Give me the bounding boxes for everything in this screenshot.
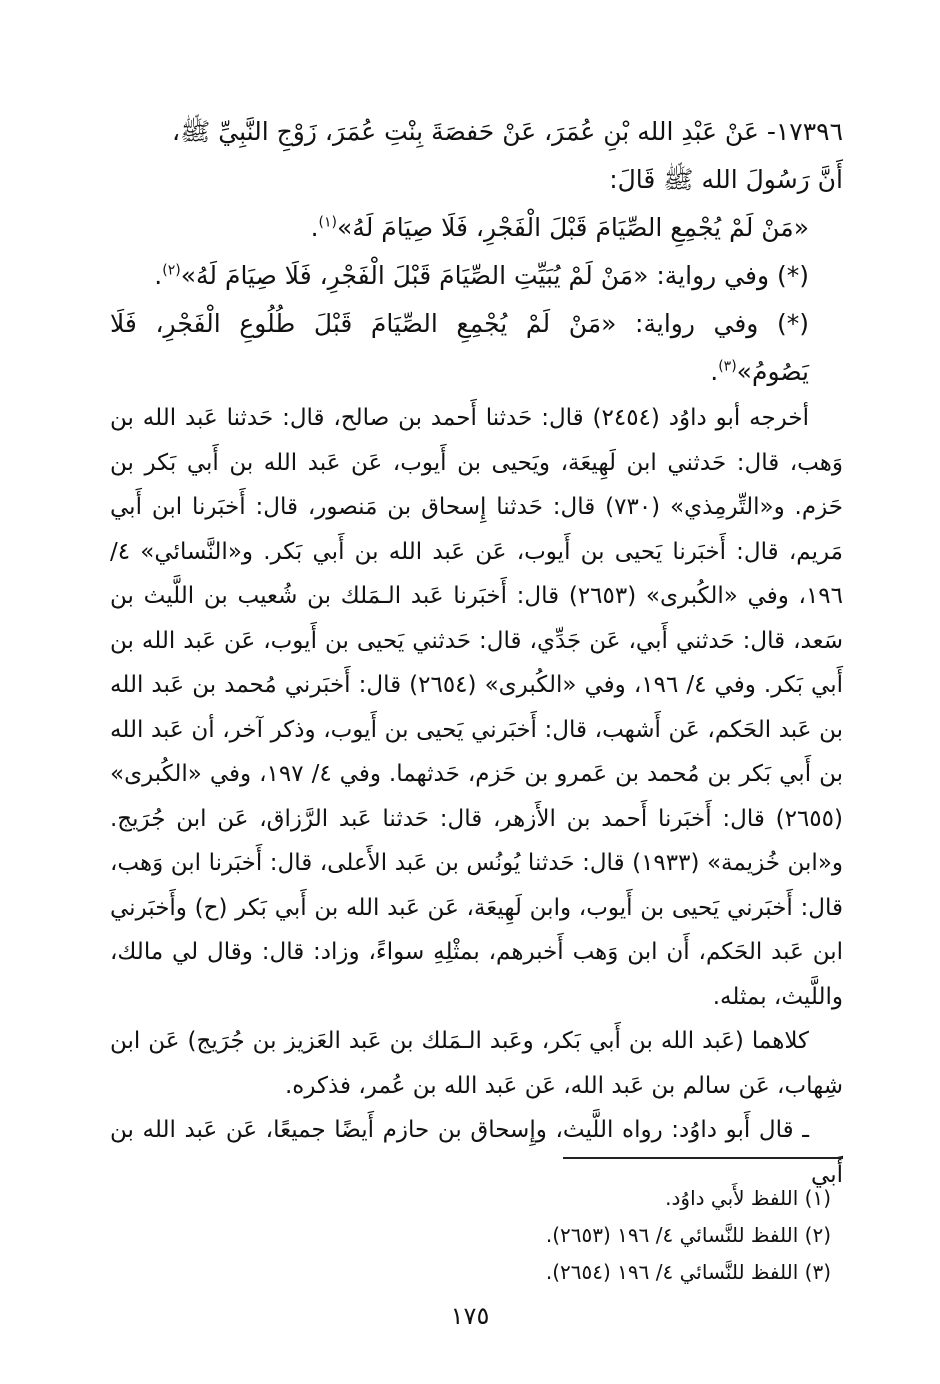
footnote-separator xyxy=(563,1157,843,1159)
footnote-2: (٢) اللفظ للنَّسائي ٤/ ١٩٦ (٢٦٥٣). xyxy=(545,1223,831,1247)
footnote-ref-2: (٢) xyxy=(162,262,181,279)
hadith-header xyxy=(110,108,843,204)
takhrij-paragraph-2: كلاهما (عَبد الله بن أَبي بَكر، وعَبد الـمَلك بن عَبد العَزيز بن جُرَيج) عَن ابن شِهاب، عَن سالم بن عَبد الله، عَن عَبد الله بن عُمر، فذكره. xyxy=(110,1028,843,1099)
riwaya-1-text: (*) وفي رواية: «مَنْ لَمْ يُبَيِّتِ الصِّيَامَ قَبْلَ الْفَجْرِ، فَلَا صِيَامَ لَهُ» xyxy=(180,261,809,290)
main-text xyxy=(110,108,843,1197)
riwaya-2 xyxy=(110,300,843,396)
matn-end: . xyxy=(310,213,319,242)
hadith-number: ١٧٣٩٦ xyxy=(775,117,843,146)
footnotes xyxy=(110,1180,843,1291)
riwaya-2-text: (*) وفي رواية: «مَنْ لَمْ يُجْمِعِ الصِّيَامَ قَبْلَ طُلُوعِ الْفَجْرِ، فَلَا يَصُومُ» xyxy=(110,309,809,386)
riwaya-2-end: . xyxy=(710,357,719,386)
hadith-chain-line2: أَنَّ رَسُولَ الله ﷺ قَالَ: xyxy=(609,165,843,194)
footnote-ref-1: (١) xyxy=(318,214,338,231)
takhrij-paragraph-3: ـ قال أَبو داوُد: رواه اللَّيث، وإِسحاق بن حازم أَيضًا جميعًا، عَن عَبد الله بن أَبي xyxy=(110,1117,843,1188)
footnote-3: (٣) اللفظ للنَّسائي ٤/ ١٩٦ (٢٦٥٤). xyxy=(545,1260,831,1284)
matn-text: «مَنْ لَمْ يُجْمِعِ الصِّيَامَ قَبْلَ الْفَجْرِ، فَلَا صِيَامَ لَهُ» xyxy=(337,213,809,242)
hadith-matn xyxy=(110,204,843,252)
footnote-1: (١) اللفظ لأَبي داوُد. xyxy=(665,1186,831,1210)
takhrij-paragraph-1: أخرجه أبو داوُد (٢٤٥٤) قال: حَدثنا أَحمد بن صالح، قال: حَدثنا عَبد الله بن وَهب، قال: حَدثني ابن لَهِيعَة، ويَحيى بن أَيوب، عَن عَبد الله بن أَبي بَكر بن حَزم. و«التِّرمِذي» (٧٣٠) قال: حَدثنا إِسحاق بن مَنصور، قال: أَخبَرنا ابن أَبي مَريم، قال: أَخبَرنا يَحيى بن أَيوب، عَن عَبد الله بن أَبي بَكر. و«النَّسائي» ٤/ ١٩٦، وفي «الكُبرى» (٢٦٥٣) قال: أَخبَرنا عَبد الـمَلك بن شُعيب بن اللَّيث بن سَعد، قال: حَدثني أَبي، عَن جَدِّي، قال: حَدثني يَحيى بن أَيوب، عَن عَبد الله بن أَبي بَكر. وفي ٤/ ١٩٦، وفي «الكُبرى» (٢٦٥٤) قال: أَخبَرني مُحمد بن عَبد الله بن عَبد الحَكم، عَن أَشهب، قال: أَخبَرني يَحيى بن أَيوب، وذكر آخر، أن عَبد الله بن أَبي بَكر بن مُحمد بن عَمرو بن حَزم، حَدثهما. وفي ٤/ ١٩٧، وفي «الكُبرى» (٢٦٥٥) قال: أَخبَرنا أَحمد بن الأَزهر، قال: حَدثنا عَبد الرَّزاق، عَن ابن جُرَيج. و«ابن خُزيمة» (١٩٣٣) قال: حَدثنا يُونُس بن عَبد الأَعلى، قال: أَخبَرنا ابن وَهب، قال: أَخبَرني يَحيى بن أَيوب، وابن لَهِيعَة، عَن عَبد الله بن أَبي بَكر (ح) وأَخبَرني ابن عَبد الحَكم، أَن ابن وَهب أَخبرهم، بمثْلِهِ سواءً، وزاد: قال: وقال لي مالك، واللَّيث، بمثله. xyxy=(110,405,844,1010)
riwaya-1-end: . xyxy=(154,261,163,290)
footnote-ref-3: (٣) xyxy=(718,358,737,375)
hadith-chain-line1: - عَنْ عَبْدِ الله بْنِ عُمَرَ، عَنْ حَفصَةَ بِنْتِ عُمَرَ، زَوْجِ النَّبِيِّ ﷺ، xyxy=(172,117,776,146)
riwaya-1 xyxy=(110,252,843,300)
page-number: ١٧٥ xyxy=(450,1302,490,1330)
